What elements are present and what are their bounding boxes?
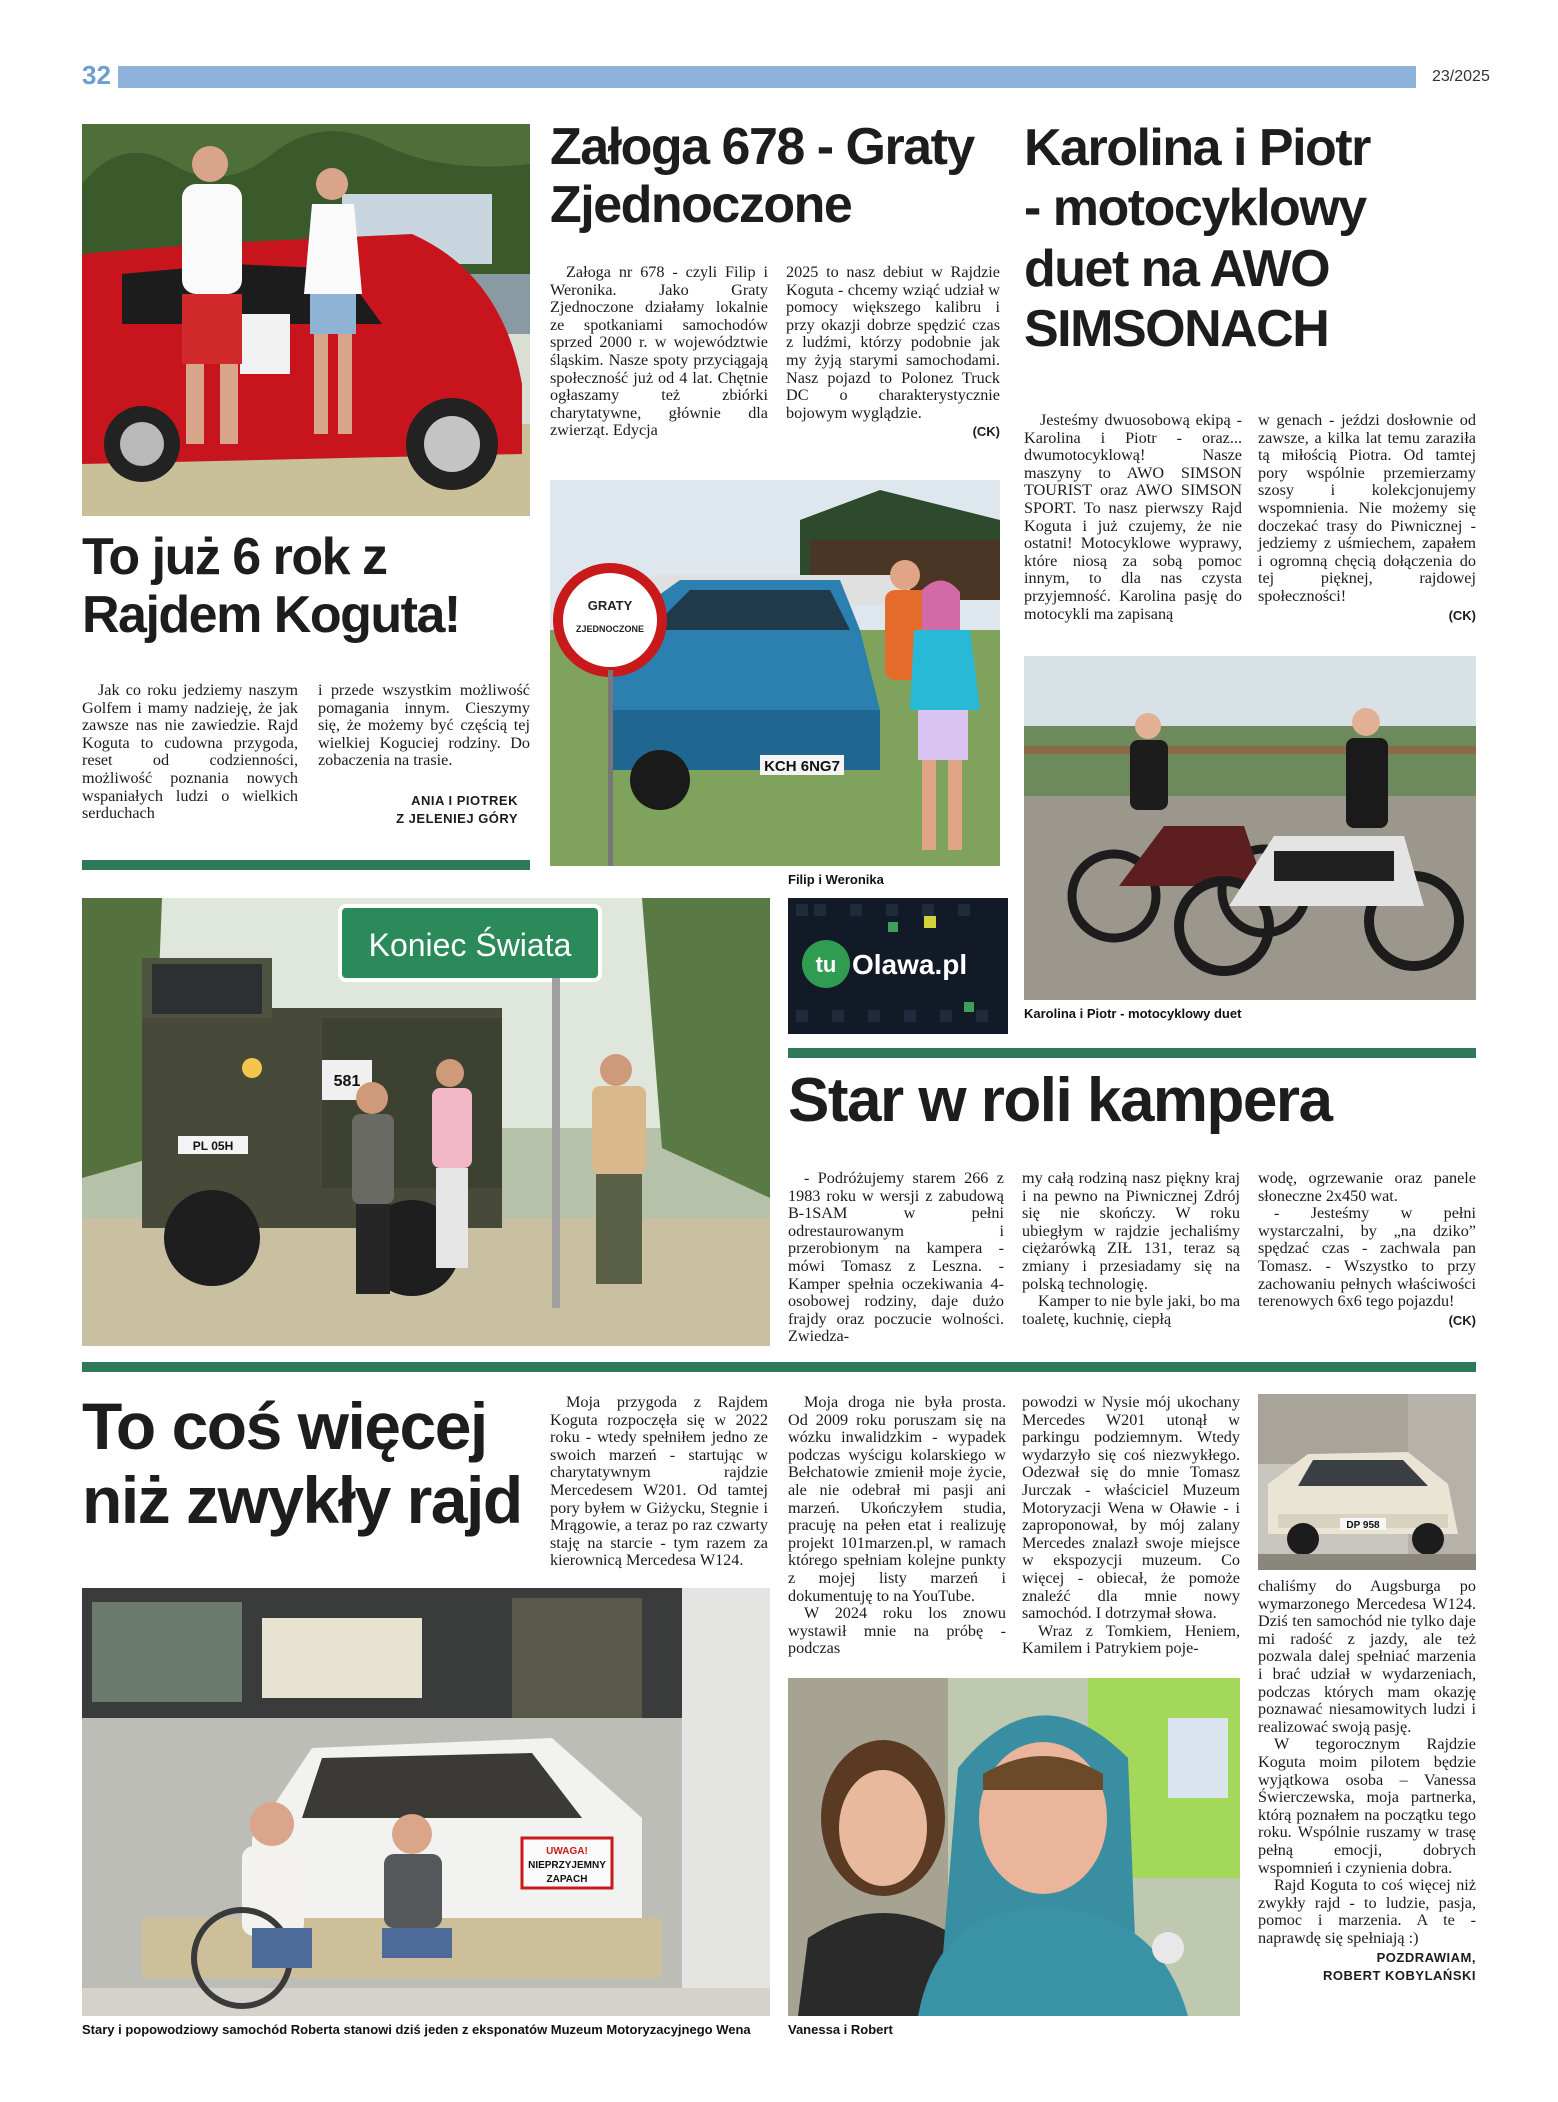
article5-col4: chaliśmy do Augsburga po wymarzonego Mercedesa W124. Dziś ten samochód nie tylko daje mi radość z jazdy, ale też pozwala dalej spełniać marzenia i brać udział w wydarzeniach, podczas których mam okazję poznawać niesamowitych ludzi i realizować swoją pasję. W tegorocznym Rajdzie Koguta moim pilotem będzie wyjątkowa osoba – Vanessa Świerczewska, moja partnerka, którą poznałem na początku tego roku. Wspólnie ruszamy w trasę pełną emocji, dobrych wspomnień i czynienia dobra. Rajd Koguta to coś więcej niż zwykły rajd - to ludzie, pasja, pomoc i marzenia. A te - naprawdę się spełniają :) POZDRAWIAM, ROBERT KOBYLAŃSKI — [1258, 1577, 1476, 1984]
page-number: 32 — [82, 60, 111, 90]
article2-credit: (CK) — [972, 424, 1000, 440]
polonez-plate: KCH 6NG7 — [764, 758, 840, 775]
issue-number: 23/2025 — [1432, 68, 1490, 85]
polonez-photo — [550, 480, 1000, 866]
article1-title — [82, 528, 542, 644]
ad-brand-tu: tu — [815, 952, 837, 977]
tuolawa-ad[interactable] — [788, 898, 1008, 1034]
mercedes-plate: DP 958 — [1346, 1520, 1380, 1531]
article2-title-line1: Załoga 678 - Graty — [550, 118, 974, 176]
truck-plate: PL 05H — [192, 1139, 234, 1153]
graty-sign-top: GRATY — [587, 598, 633, 613]
article2-title — [550, 118, 1000, 234]
warning-sign-line3: ZAPACH — [546, 1874, 588, 1885]
rule-3 — [82, 1362, 1476, 1372]
article4-title: Star w roli kampera — [788, 1066, 1332, 1135]
rule-1 — [82, 860, 530, 870]
article5-title-line2: niż zwykły rajd — [82, 1462, 522, 1537]
article4-col3: wodę, ogrzewanie oraz panele słoneczne 2x450 wat. - Jesteśmy w pełni wystarczalni, by „na dziko” spędzać czas - zachwala pan Tomasz. - Wszystko to przy zachowaniu pełnych właściwości terenowych 6x6 tego pojazdu! (CK) — [1258, 1169, 1476, 1328]
article3-col2: w genach - jeździ dosłownie od zawsze, a kilka lat temu zaraziła tą miłością Piotra. Od tamtej pory wspólnie przemierzamy szosy i kolekcjonujemy wspomnienia. Nie możemy się doczekać trasy do Piwnicznej - jedziemy z uśmiechem, zapałem i ogromną chęcią dołączenia do tej pięknej, rajdowej społeczności! (CK) — [1258, 411, 1476, 623]
article5-title — [82, 1390, 552, 1538]
article3-col1: Jesteśmy dwuosobową ekipą - Karolina i Piotr - oraz... dwumotocyklową! Nasze maszyny to AWO SIMSON TOURIST oraz AWO SIMSON SPORT. To nasz pierwszy Rajd Koguta i już czujemy, że nie ostatni! Motocyklowe wyprawy, które niosą za sobą pomoc innym, to dla nas czysta przyjemność. Karolina pasję do motocykli ma zapisaną — [1024, 411, 1242, 623]
article1-col2: i przede wszystkim możliwość pomagania innym. Cieszymy się, że możemy być częścią tej wielkiej Koguciej rodziny. Do zobaczenia na trasie. — [318, 681, 530, 770]
article5-title-line1: To coś więcej — [82, 1389, 487, 1463]
article3-title-line2: - motocyklowy — [1024, 179, 1366, 238]
article2-caption: Filip i Weronika — [788, 872, 884, 887]
article2-col1: Załoga nr 678 - czyli Filip i Weronika. Jako Graty Zjednoczone działamy lokalnie ze spotkaniami samochodów sprzed 2000 r. w województwie śląskim. Nasze spoty przyciągają społeczność już od 4 lat. Chętnie ogłaszamy też zbiórki charytatywne, głównie dla zwierząt. Edycja — [550, 263, 768, 440]
warning-sign-line2: NIEPRZYJEMNY — [528, 1860, 606, 1871]
truck-number: 581 — [333, 1073, 361, 1090]
koniec-swiata-sign: Koniec Świata — [368, 927, 572, 963]
article1-signature: ANIA I PIOTREK Z JELENIEJ GÓRY — [396, 793, 518, 826]
museum-photo — [82, 1588, 770, 2016]
article1-title-line1: To już 6 rok z — [82, 528, 387, 586]
article5-signature: POZDRAWIAM, ROBERT KOBYLAŃSKI — [1323, 1950, 1476, 1984]
header-bar — [118, 66, 1416, 88]
ad-brand-rest: Olawa.pl — [852, 949, 968, 980]
article1-title-line2: Rajdem Koguta! — [82, 586, 460, 645]
article2-title-line2: Zjednoczone — [550, 176, 852, 235]
selfie-caption: Vanessa i Robert — [788, 2022, 893, 2037]
museum-caption: Stary i popowodziowy samochód Roberta stanowi dziś jeden z eksponatów Muzeum Motoryzacyjnego Wena — [82, 2022, 751, 2037]
article3-caption: Karolina i Piotr - motocyklowy duet — [1024, 1006, 1242, 1021]
graty-sign-bottom: ZJEDNOCZONE — [575, 624, 645, 634]
rule-2 — [788, 1048, 1476, 1058]
mercedes-photo — [1258, 1394, 1476, 1570]
article4-credit: (CK) — [1448, 1312, 1476, 1328]
article4-col1: - Podróżujemy starem 266 z 1983 roku w wersji z zabudową B-1SAM w pełni odrestaurowanym i przerobionym na kampera - mówi Tomasz z Leszna. - Kamper spełnia oczekiwania 4-osobowej rodziny, daje dużo frajdy oraz poczucie wolności. Zwiedza- — [788, 1169, 1004, 1346]
article3-title-line3: duet na AWO — [1024, 239, 1330, 298]
golf-photo — [82, 124, 530, 516]
motorcycles-photo — [1024, 656, 1476, 1000]
star-truck-photo — [82, 898, 770, 1346]
article5-col2: Moja droga nie była prosta. Od 2009 roku poruszam się na wózku inwalidzkim - wypadek podczas wyścigu kolarskiego w Bełchatowie zmienił moje życie, ale nie odebrał mi pasji ani marzeń. Ukończyłem studia, pracuję na pełen etat i realizuję projekt 101marzen.pl, w ramach którego spełniam kolejne punkty z mojej listy marzeń i dokumentuję to na YouTube. W 2024 roku los znowu wystawił mnie na próbę - podczas — [788, 1393, 1006, 1658]
selfie-photo — [788, 1678, 1240, 2016]
article5-col1: Moja przygoda z Rajdem Koguta rozpoczęła się w 2022 roku - wtedy spełniłem jedno ze swoich marzeń - startując w charytatywnym rajdzie Mercedesem W201. Od tamtej pory byłem w Giżycku, Stegnie i Mrągowie, a teraz po raz czwarty staję na starcie - tym razem za kierownicą Mercedesa W124. — [550, 1393, 768, 1570]
article4-col2: my całą rodziną nasz piękny kraj i na pewno na Piwnicznej Zdrój się nie skończy. W roku ubiegłym w rajdzie jechaliśmy ciężarówką ZIŁ 131, teraz są zmiany i przesiadamy się na polską technologię. Kamper to nie byle jaki, bo ma toaletę, kuchnię, ciepłą — [1022, 1169, 1240, 1328]
article3-title-line4: SIMSONACH — [1024, 299, 1329, 358]
article3-title-line1: Karolina i Piotr — [1024, 119, 1370, 177]
article3-title — [1024, 118, 1424, 359]
article1-col1: Jak co roku jedziemy naszym Golfem i mamy nadzieję, że jak zawsze nas nie zawiedzie. Rajd Koguta to cudowna przygoda, reset od codzienności, możliwość poznania nowych wspaniałych ludzi o wielkich serduchach — [82, 681, 298, 823]
warning-sign-line1: UWAGA! — [546, 1846, 588, 1857]
article5-col3: powodzi w Nysie mój ukochany Mercedes W201 utonął w parkingu podziemnym. Wtedy wydarzyło się coś niezwykłego. Odezwał się do mnie Tomasz Jurczak - właściciel Muzeum Motoryzacji Wena w Oławie - i zaproponował, by mój zalany Mercedes znalazł swoje miejsce w ekspozycji muzeum. Co więcej - obiecał, że pomoże znaleźć dla mnie nowy samochód. I dotrzymał słowa. Wraz z Tomkiem, Heniem, Kamilem i Patrykiem poje- — [1022, 1393, 1240, 1658]
article3-credit: (CK) — [1448, 607, 1476, 623]
article2-col2: 2025 to nasz debiut w Rajdzie Koguta - chcemy wziąć udział w pomocy większego kalibru i przy okazji dobrze spędzić czas z ludźmi, którzy podobnie jak my żyją starymi samochodami. Nasz pojazd to Polonez Truck DC o charakterystycznie bojowym wyglądzie. (CK) — [786, 263, 1000, 440]
